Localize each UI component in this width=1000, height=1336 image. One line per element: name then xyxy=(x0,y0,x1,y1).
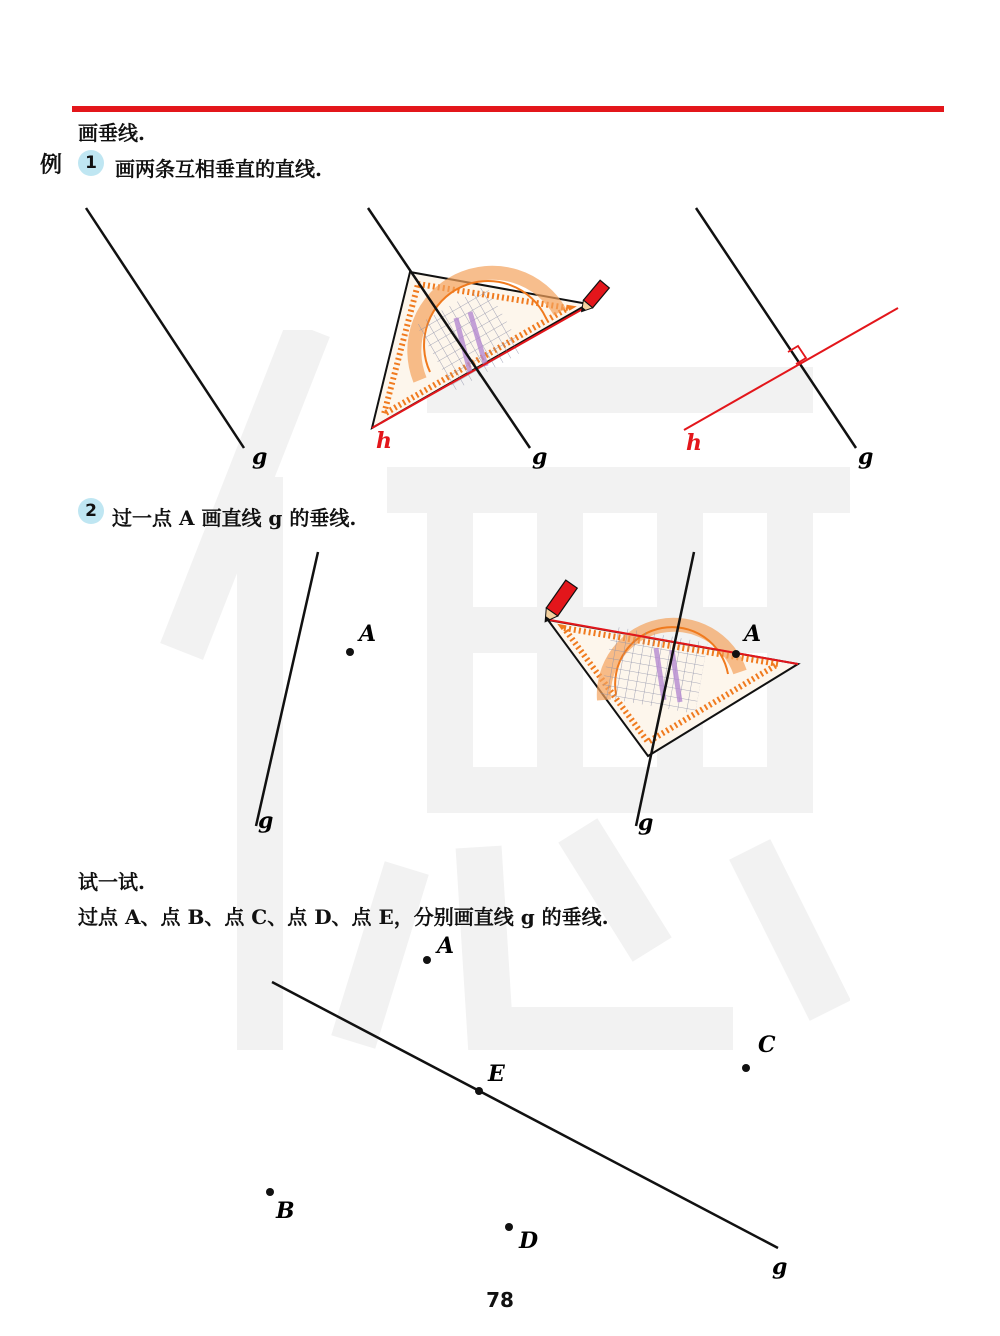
practice-instruction: 过点 A、点 B、点 C、点 D、点 E，分别画直线 g 的垂线. xyxy=(78,905,609,929)
point-D xyxy=(505,1223,513,1231)
point-A xyxy=(732,650,740,658)
step1-panel3 xyxy=(684,208,898,470)
point-B xyxy=(266,1188,274,1196)
page-number: 78 xyxy=(486,1288,514,1312)
line-g xyxy=(86,208,244,448)
step2-panel1 xyxy=(256,552,376,834)
point-A xyxy=(346,648,354,656)
line-g xyxy=(696,208,856,448)
label-A: A xyxy=(359,621,377,647)
pencil-icon xyxy=(577,280,609,315)
label-g: g xyxy=(858,444,874,470)
label-g: g xyxy=(532,444,548,470)
label-g: g xyxy=(772,1254,788,1280)
label-E: E xyxy=(488,1061,505,1087)
example-marker: 例 xyxy=(40,153,63,178)
label-g: g xyxy=(638,810,654,836)
line-g xyxy=(272,982,778,1248)
section-title: 画垂线. xyxy=(78,121,145,145)
label-h: h xyxy=(376,428,392,454)
step-2-text: 过一点 A 画直线 g 的垂线. xyxy=(112,506,357,530)
label-A: A xyxy=(744,621,762,647)
step1-panel2 xyxy=(368,208,609,470)
label-A: A xyxy=(437,933,455,959)
point-E xyxy=(475,1087,483,1095)
step-1-text: 画两条互相垂直的直线. xyxy=(115,157,322,181)
line-h xyxy=(684,308,898,430)
label-B: B xyxy=(276,1198,295,1224)
step-badge-1: 1 xyxy=(78,150,104,176)
step2-panel2 xyxy=(539,552,798,836)
point-C xyxy=(742,1064,750,1072)
label-h: h xyxy=(686,430,702,456)
set-square-ruler xyxy=(372,272,588,428)
label-g: g xyxy=(258,808,274,834)
label-C: C xyxy=(758,1032,776,1058)
label-D: D xyxy=(519,1228,539,1254)
step1-panel1 xyxy=(86,208,267,470)
practice-title: 试一试. xyxy=(78,870,145,894)
line-g xyxy=(256,552,318,826)
step-badge-2: 2 xyxy=(78,498,104,524)
point-A xyxy=(423,956,431,964)
pencil-icon xyxy=(539,580,577,626)
label-g: g xyxy=(252,444,268,470)
practice-figure xyxy=(266,933,787,1280)
